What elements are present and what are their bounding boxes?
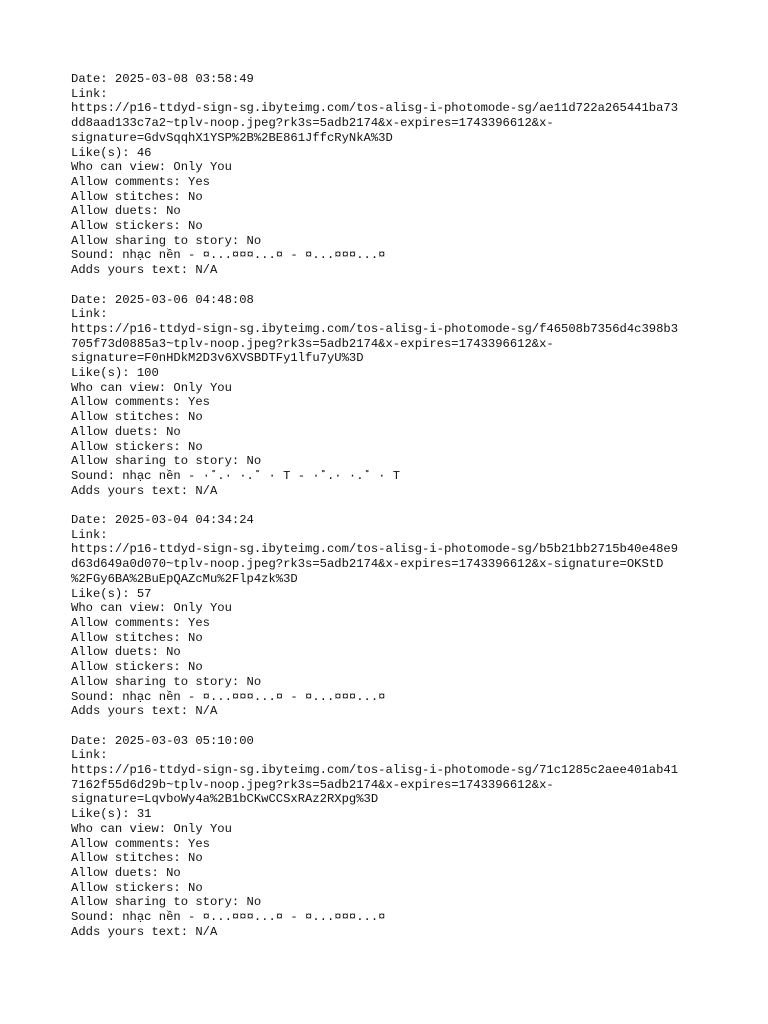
entry-adds-yours: Adds yours text: N/A — [71, 704, 218, 719]
entry-allow-sharing: Allow sharing to story: No — [71, 454, 262, 469]
entry-allow-sharing: Allow sharing to story: No — [71, 674, 262, 689]
entry-sound: Sound: nhạc nền - ¤...¤¤¤...¤ - ¤...¤¤¤...¤ — [71, 689, 386, 704]
entry-allow-duets: Allow duets: No — [71, 645, 181, 660]
entry-who-can-view: Who can view: Only You — [71, 601, 232, 616]
post-entry — [71, 513, 711, 719]
document-body — [71, 72, 711, 954]
entry-allow-stickers: Allow stickers: No — [71, 439, 203, 454]
link-url-line[interactable]: 705f73d0885a3~tplv-noop.jpeg?rk3s=5adb2174&x-expires=1743396612&x- — [71, 336, 554, 351]
post-entry — [71, 72, 711, 278]
link-label: Link: — [71, 748, 108, 763]
entry-allow-stitches: Allow stitches: No — [71, 410, 203, 425]
entry-allow-comments: Allow comments: Yes — [71, 174, 210, 189]
entry-allow-comments: Allow comments: Yes — [71, 836, 210, 851]
entry-allow-comments: Allow comments: Yes — [71, 615, 210, 630]
entry-allow-stitches: Allow stitches: No — [71, 630, 203, 645]
entry-who-can-view: Who can view: Only You — [71, 380, 232, 395]
entry-allow-stickers: Allow stickers: No — [71, 880, 203, 895]
entry-allow-stickers: Allow stickers: No — [71, 219, 203, 234]
link-url-line[interactable]: d63d649a0d070~tplv-noop.jpeg?rk3s=5adb2174&x-expires=1743396612&x-signature=OKStD — [71, 557, 664, 572]
entry-date: Date: 2025-03-03 05:10:00 — [71, 733, 254, 748]
entry-allow-sharing: Allow sharing to story: No — [71, 895, 262, 910]
link-url-line[interactable]: https://p16-ttdyd-sign-sg.ibyteimg.com/tos-alisg-i-photomode-sg/f46508b7356d4c398b3 — [71, 321, 679, 336]
link-url-line[interactable]: signature=GdvSqqhX1YSP%2B%2BE861JffcRyNkA%3D — [71, 130, 393, 145]
entry-sound: Sound: nhạc nền - ¤...¤¤¤...¤ - ¤...¤¤¤...¤ — [71, 248, 386, 263]
entry-allow-stickers: Allow stickers: No — [71, 660, 203, 675]
entry-date: Date: 2025-03-04 04:34:24 — [71, 513, 254, 528]
link-url-line[interactable]: dd8aad133c7a2~tplv-noop.jpeg?rk3s=5adb2174&x-expires=1743396612&x- — [71, 116, 554, 131]
link-label: Link: — [71, 307, 108, 322]
link-url-line[interactable]: https://p16-ttdyd-sign-sg.ibyteimg.com/tos-alisg-i-photomode-sg/71c1285c2aee401ab41 — [71, 763, 679, 777]
link-url-line[interactable]: signature=F0nHDkM2D3v6XVSBDTFy1lfu7yU%3D — [71, 351, 364, 366]
entry-sound: Sound: nhạc nền - ¤...¤¤¤...¤ - ¤...¤¤¤...¤ — [71, 910, 386, 925]
entry-likes: Like(s): 57 — [71, 586, 152, 601]
entry-allow-comments: Allow comments: Yes — [71, 395, 210, 410]
link-url-line[interactable]: https://p16-ttdyd-sign-sg.ibyteimg.com/tos-alisg-i-photomode-sg/ae11d722a265441ba73 — [71, 101, 679, 116]
entry-who-can-view: Who can view: Only You — [71, 160, 232, 175]
link-label: Link: — [71, 527, 108, 542]
entry-likes: Like(s): 46 — [71, 145, 152, 160]
entry-likes: Like(s): 100 — [71, 366, 159, 381]
entry-likes: Like(s): 31 — [71, 807, 152, 822]
link-url-line[interactable]: https://p16-ttdyd-sign-sg.ibyteimg.com/tos-alisg-i-photomode-sg/b5b21bb2715b40e48e9 — [71, 542, 679, 557]
post-entry — [71, 293, 711, 499]
entry-sound: Sound: nhạc nền - ·˚.· ·.˚ · T - ·˚.· ·.˚ · T — [71, 468, 401, 483]
link-url-line[interactable]: 7162f55d6d29b~tplv-noop.jpeg?rk3s=5adb2174&x-expires=1743396612&x- — [71, 777, 554, 792]
entry-allow-duets: Allow duets: No — [71, 865, 181, 880]
entry-date: Date: 2025-03-06 04:48:08 — [71, 292, 254, 307]
link-url-line[interactable]: signature=LqvboWy4a%2B1bCKwCCSxRAz2RXpg%3D — [71, 792, 379, 807]
entry-adds-yours: Adds yours text: N/A — [71, 483, 218, 498]
entry-adds-yours: Adds yours text: N/A — [71, 924, 218, 939]
entry-allow-stitches: Allow stitches: No — [71, 189, 203, 204]
entry-allow-sharing: Allow sharing to story: No — [71, 233, 262, 248]
entry-who-can-view: Who can view: Only You — [71, 821, 232, 836]
entry-allow-stitches: Allow stitches: No — [71, 851, 203, 866]
post-entry — [71, 734, 711, 940]
entry-adds-yours: Adds yours text: N/A — [71, 263, 218, 278]
entry-allow-duets: Allow duets: No — [71, 424, 181, 439]
entry-date: Date: 2025-03-08 03:58:49 — [71, 72, 254, 86]
link-url-line[interactable]: %2FGy6BA%2BuEpQAZcMu%2Flp4zk%3D — [71, 571, 298, 586]
link-label: Link: — [71, 86, 108, 101]
entry-allow-duets: Allow duets: No — [71, 204, 181, 219]
